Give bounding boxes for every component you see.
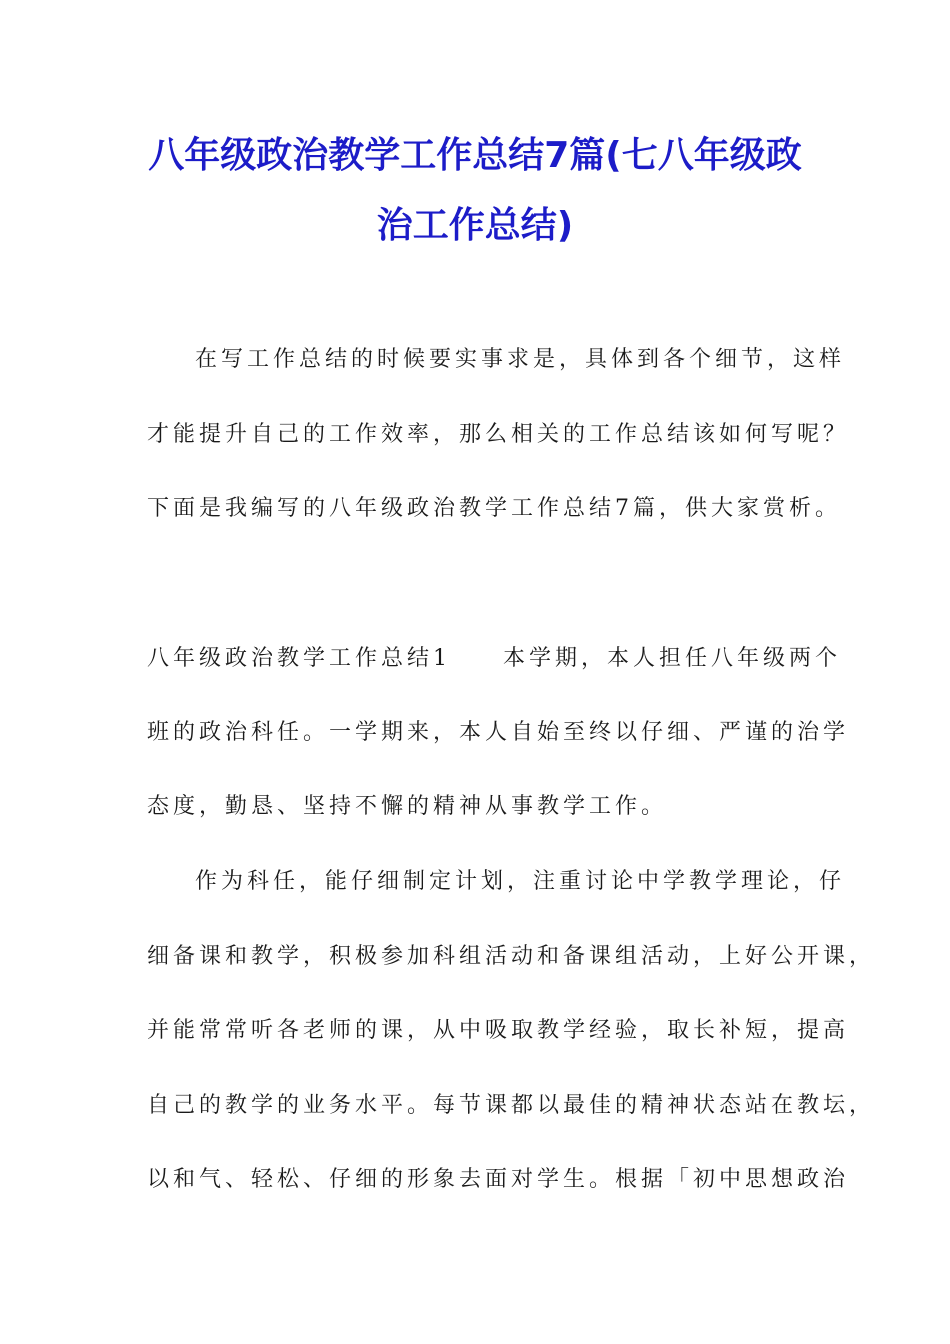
- intro-line-3: 下面是我编写的八年级政治教学工作总结7篇，供大家赏析。: [147, 496, 841, 521]
- section1-line-2: 班的政治科任。一学期来，本人自始至终以仔细、严谨的治学: [147, 720, 850, 745]
- section2-line-2: 细备课和教学，积极参加科组活动和备课组活动，上好公开课，: [147, 944, 876, 969]
- document-title-line-1: 八年级政治教学工作总结7篇(七八年级政: [148, 135, 802, 176]
- section1-first-line-text: 本学期，本人担任八年级两个: [503, 646, 842, 671]
- intro-line-1: 在写工作总结的时候要实事求是，具体到各个细节，这样: [195, 347, 846, 372]
- section1-line-3: 态度，勤恳、坚持不懈的精神从事教学工作。: [147, 794, 668, 819]
- section1-heading: 八年级政治教学工作总结1: [147, 646, 451, 671]
- section2-line-1: 作为科任，能仔细制定计划，注重讨论中学教学理论，仔: [195, 869, 846, 894]
- document-title-line-2: 治工作总结): [376, 205, 574, 246]
- section1-first-line: [147, 644, 841, 674]
- section2-line-3: 并能常常听各老师的课，从中吸取教学经验，取长补短，提高: [147, 1018, 850, 1043]
- section2-line-5: 以和气、轻松、仔细的形象去面对学生。根据「初中思想政治: [147, 1167, 850, 1192]
- intro-line-2: 才能提升自己的工作效率，那么相关的工作总结该如何写呢？: [147, 422, 850, 447]
- section2-line-4: 自己的教学的业务水平。每节课都以最佳的精神状态站在教坛，: [147, 1093, 876, 1118]
